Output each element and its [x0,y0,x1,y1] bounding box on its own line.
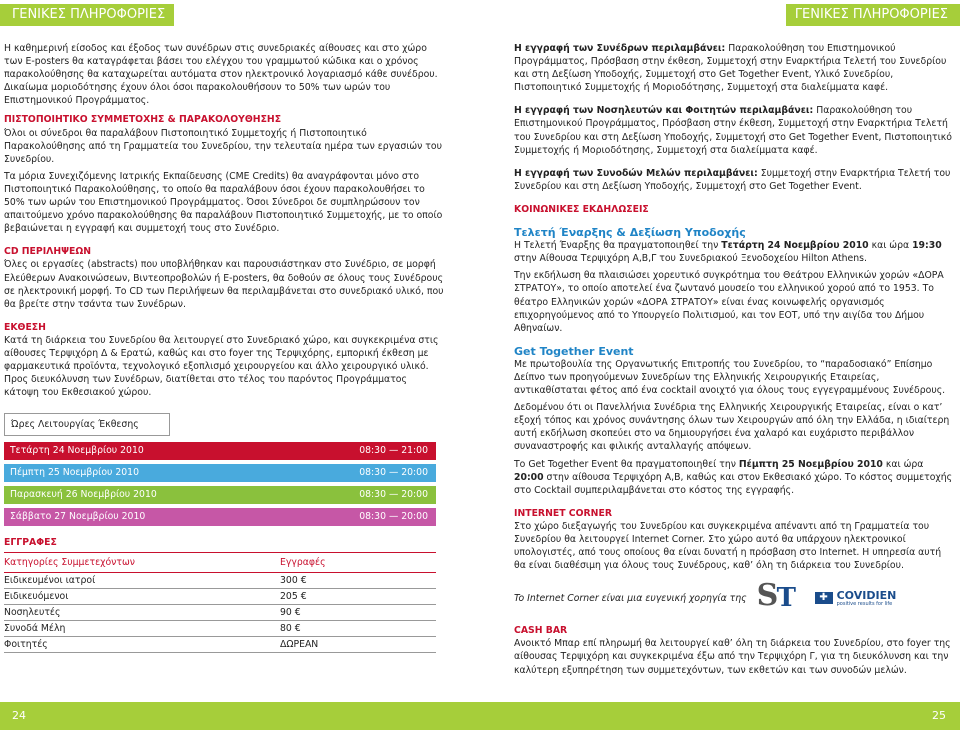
table-row [4,589,436,605]
right-page [480,0,960,736]
text-run: Η Τελετή Έναρξης θα πραγματοποιηθεί την [514,240,722,252]
st-logo [757,579,805,617]
fee-category: Συνοδά Μέλη [4,622,66,634]
covidien-wordmark [837,590,897,607]
registration-nurses [514,104,954,156]
covidien-logo [815,590,897,607]
page-footer [480,702,960,730]
get-together-title: Get Together Event [514,344,634,358]
opening-paragraph-1 [514,239,954,265]
left-column [4,42,444,653]
sponsor-row [514,578,954,618]
schedule-row [4,464,436,482]
fee-amount: 80 € [280,622,301,634]
fee-amount: 205 € [280,590,307,602]
registration-text: Παρακολούθηση του Επιστημονικού Προγράμματος, Πρόσβαση στην έκθεση, Συμμετοχή στην Εναρκτήρια Τελετή του Συνεδρίου και στη Δεξίωση Υποδοχής, Συμμετοχή στο Get Together Event, Πιστοποιητικό Συμμετοχής ή Μοριοδότησης, Συμμετοχή στα διαλείμματα καφέ. [514,105,952,156]
schedule-row [4,442,436,460]
registration-text: Συμμετοχή στην Εναρκτήρια Τελετή του Συνεδρίου και στη Δεξίωση Υποδοχής, Συμμετοχή στο Get Together Event. [514,167,951,192]
fee-amount: ΔΩΡΕΑΝ [280,639,319,650]
table-row [4,605,436,621]
social-events-title: ΚΟΙΝΩΝΙΚΕΣ ΕΚΔΗΛΩΣΕΙΣ [514,203,649,215]
page-number: 25 [932,709,946,722]
schedule-day: Πέμπτη 25 Νοεμβρίου 2010 [10,467,140,479]
cross-icon: ✚ [815,592,833,604]
table-row [4,637,436,653]
schedule-day: Τετάρτη 24 Νοεμβρίου 2010 [10,445,144,457]
fee-category: Ειδικευμένοι ιατροί [4,574,96,586]
opening-ceremony-title: Τελετή Έναρξης & Δεξίωση Υποδοχής [514,226,746,240]
text-run: στην αίθουσα Τερψιχόρη Α,Β, καθώς και στον Εκθεσιακό χώρο. Το κόστος συμμετοχής στο Cocktail συμπεριλαμβάνεται στο κόστος της εγγραφής. [514,471,953,496]
get-together-time: 20:00 [514,471,544,483]
exhibition-schedule [4,442,436,526]
fees-header-category: Κατηγορίες Συμμετεχόντων [4,556,135,568]
get-together-paragraph-2: Δεδομένου ότι οι Πανελλήνια Συνέδρια της Ελληνικής Χειρουργικής Εταιρείας, είναι ο κατ’ εξοχή τόπος και χρόνος συνάντησης όλων των Χειρουργών από όλη την Ελλάδα, η ιδιαίτερη αυτή εκδήλωση σκοπεύει στο να δημιουργήσει ένα χαλαρό και ευχάριστο περιβάλλον συναναστροφής και φιλικής ανταλλαγής απόψεων. [514,402,950,453]
registration-label: Η εγγραφή των Συνέδρων περιλαμβάνει: [514,43,726,54]
registration-text: Παρακολούθηση του Επιστημονικού Προγράμματος, Πρόσβαση στην έκθεση, Συμμετοχή στην Εναρκτήρια Τελετή του Συνεδρίου και στη Δεξίωση Υποδοχής, Συμμετοχή στο Get Together Event, Υλικό Συνεδρίου, Πιστοποιητικό Συμμετοχής ή Μοριοδότησης, Συμμετοχή στα διαλείμματα καφέ. [514,43,947,94]
fee-category: Φοιτητές [4,639,48,650]
cd-paragraph: Όλες οι εργασίες (abstracts) που υποβλήθηκαν και παρουσιάστηκαν στο Συνέδριο, σε μορφή Ελεύθερων Ανακοινώσεων, Βιντεοπροβολών ή E-posters, θα δοθούν σε όλους τους Συνέδρους σε ηλεκτρονική μορφή. Το CD των Περιλήψεων θα περιλαμβάνεται στο συνεδριακό υλικό, που θα βρείτε στην τσάντα των Συνέδρων. [4,259,444,310]
fee-category: Ειδικευόμενοι [4,590,69,602]
certificate-paragraph-1: Όλοι οι σύνεδροι θα παραλάβουν Πιστοποιητικό Συμμετοχής ή Πιστοποιητικό Παρακολούθησης από τη Γραμματεία του Συνεδρίου, την τελευταία ημέρα των εργασιών του Συνεδρίου. [4,127,442,165]
opening-paragraph-2: Την εκδήλωση θα πλαισιώσει χορευτικό συγκρότημα του Θεάτρου Ελληνικών χορών «ΔΟΡΑ ΣΤΡΑΤΟΥ», το οποίο αποτελεί ένα ζωντανό μουσείο του ελληνικού χορού από το 1953. Το θέατρο Ελληνικών χορών «ΔΟΡΑ ΣΤΡΑΤΟΥ» είναι ένας κοινωφελής οργανισμός επιχορηγούμενος από το Υπουργείο Πολιτισμού, και τον ΕΟΤ, υπό την αιγίδα του Δήμου Αθηναίων. [514,270,944,334]
st-logo-t: T [776,583,796,614]
schedule-day: Παρασκευή 26 Νοεμβρίου 2010 [10,489,157,501]
cash-bar-title: CASH BAR [514,625,568,637]
intro-paragraph: Η καθημερινή είσοδος και έξοδος των συνέδρων στις συνεδριακές αίθουσες και στο χώρο των E-posters θα καταγράφεται βάσει του ελέγχου του γραμμωτού κώδικα και ο χρόνος παρακολούθησης θα καταχωρείται αυτόματα στον ηλεκτρονικό λογαριασμό κάθε συνέδρου. Δικαίωμα μοριοδότησης έχουν όλοι όσοι παρακολουθήσουν το 50% των ωρών του Επιστημονικού Προγράμματος. [4,43,438,107]
cd-title: CD ΠΕΡΙΛΗΨΕΩΝ [4,246,92,258]
fee-amount: 90 € [280,606,301,618]
certificate-title: ΠΙΣΤΟΠΟΙΗΤΙΚΟ ΣΥΜΜΕΤΟΧΗΣ & ΠΑΡΑΚΟΛΟΥΘΗΣΗΣ [4,114,282,126]
fee-category: Νοσηλευτές [4,606,61,618]
registration-delegates [514,42,954,94]
schedule-time: 08:30 — 20:00 [359,511,428,523]
exhibition-paragraph: Κατά τη διάρκεια του Συνεδρίου θα λειτουργεί στο Συνεδριακό χώρο, και συγκεκριμένα στις αίθουσες Τερψιχόρη Δ & Ερατώ, καθώς και στο foyer της Τερψιχόρης, εμπορική έκθεση με φαρμακευτικά προϊόντα, τεχνολογικό εξοπλισμό χειρουργείου και άλλο χειρουργικό υλικό. Προς διευκόλυνση των Συνέδρων, διατίθεται στο τέλος του παρόντος Προγράμματος κάτοψη του Εκθεσιακού χώρου. [4,334,439,399]
fees-title: ΕΓΓΡΑΦΕΣ [4,537,57,549]
registration-label: Η εγγραφή των Νοσηλευτών και Φοιτητών περιλαμβάνει: [514,105,814,117]
covidien-tagline: positive results for life [836,600,893,607]
right-column [514,42,954,681]
schedule-time: 08:30 — 20:00 [359,489,428,501]
fee-amount: 300 € [280,574,307,586]
text-run: Το Get Together Event θα πραγματοποιηθεί την [514,458,739,470]
schedule-day: Σάββατο 27 Νοεμβρίου 2010 [10,511,146,523]
page-header: ΓΕΝΙΚΕΣ ΠΛΗΡΟΦΟΡΙΕΣ [0,4,174,26]
registration-label: Η εγγραφή των Συνοδών Μελών περιλαμβάνει: [514,167,758,179]
opening-date: Τετάρτη 24 Νοεμβρίου 2010 [721,240,869,252]
fees-table-header [4,552,436,573]
schedule-row [4,486,436,504]
table-row [4,573,436,589]
certificate-paragraph-2: Τα μόρια Συνεχιζόμενης Ιατρικής Εκπαίδευσης (CME Credits) θα αναγράφονται μόνο στο Πιστοποιητικό Παρακολούθησης, το οποίο θα παραλάβουν όσοι έχουν παρακολουθήσει το 50% των ωρών του Επιστημονικού Προγράμματος. Όσοι Σύνεδροι δε συμπληρώσουν τον απαιτούμενο χρόνο παρακολούθησης θα παραλάβουν Πιστοποιητικό Συμμετοχής, με το οποίο βεβαιώνεται η εγγραφή και συμμετοχή τους στο Συνέδριο. [4,170,443,235]
get-together-date: Πέμπτη 25 Νοεμβρίου 2010 [738,458,883,470]
text-run: στην Αίθουσα Τερψιχόρη Α,Β,Γ του Συνεδριακού Ξενοδοχείου Hilton Athens. [514,253,867,265]
covidien-name: COVIDIEN [836,588,897,602]
schedule-time: 08:30 — 20:00 [359,467,428,479]
schedule-row [4,508,436,526]
table-row [4,621,436,637]
internet-corner-paragraph: Στο χώρο διεξαγωγής του Συνεδρίου και συγκεκριμένα απέναντι από τη Γραμματεία του Συνεδρίου θα λειτουργεί Internet Corner. Στο χώρο αυτό θα υπάρχουν ηλεκτρονικοί υπολογιστές, από τους οποίους θα είναι δυνατή η πρόσβαση στο Internet. Η υπηρεσία αυτή θα είναι διαθέσιμη για όλους τους Συνέδρους, καθ’ όλη τη διάρκεια του Συνεδρίου. [514,520,942,572]
opening-time: 19:30 [912,240,942,252]
page-header: ΓΕΝΙΚΕΣ ΠΛΗΡΟΦΟΡΙΕΣ [786,4,960,26]
get-together-paragraph-1: Με πρωτοβουλία της Οργανωτικής Επιτροπής του Συνεδρίου, το “παραδοσιακό” Επίσημο Δείπνο των προηγούμενων Συνεδρίων της Ελληνικής Χειρουργικής Εταιρείας, αντικαθίσταται φέτος από ένα cocktail ανοιχτό για όλους τους εγγεγραμμένους Συνέδρους. [514,358,946,397]
internet-corner-title: INTERNET CORNER [514,507,612,519]
st-logo-s: S [756,578,779,614]
schedule-time: 08:30 — 21:00 [359,445,428,457]
text-run: και ώρα [882,458,924,470]
page-footer [0,702,480,730]
exhibition-title: ΕΚΘΕΣΗ [4,321,46,333]
sponsor-text: To Internet Corner είναι μια ευγενική χορηγία της [514,592,747,604]
get-together-paragraph-3 [514,458,954,497]
fees-header-fee: Εγγραφές [280,556,326,568]
page-number: 24 [12,709,26,722]
text-run: και ώρα [868,240,913,252]
cash-bar-paragraph: Ανοικτό Μπαρ επί πληρωμή θα λειτουργεί καθ’ όλη τη διάρκεια του Συνεδρίου, στο foyer της αίθουσας Τερψιχόρη και συγκεκριμένα έξω από την Τερψιχόρη Γ, για τη διευκόλυνση και την καλύτερη εξυπηρέτηση των συμμετεχόντων, των εκθετών και των συνοδών μελών. [514,638,951,676]
registration-companions [514,167,954,193]
hours-title: Ώρες Λειτουργίας Έκθεσης [4,413,170,436]
